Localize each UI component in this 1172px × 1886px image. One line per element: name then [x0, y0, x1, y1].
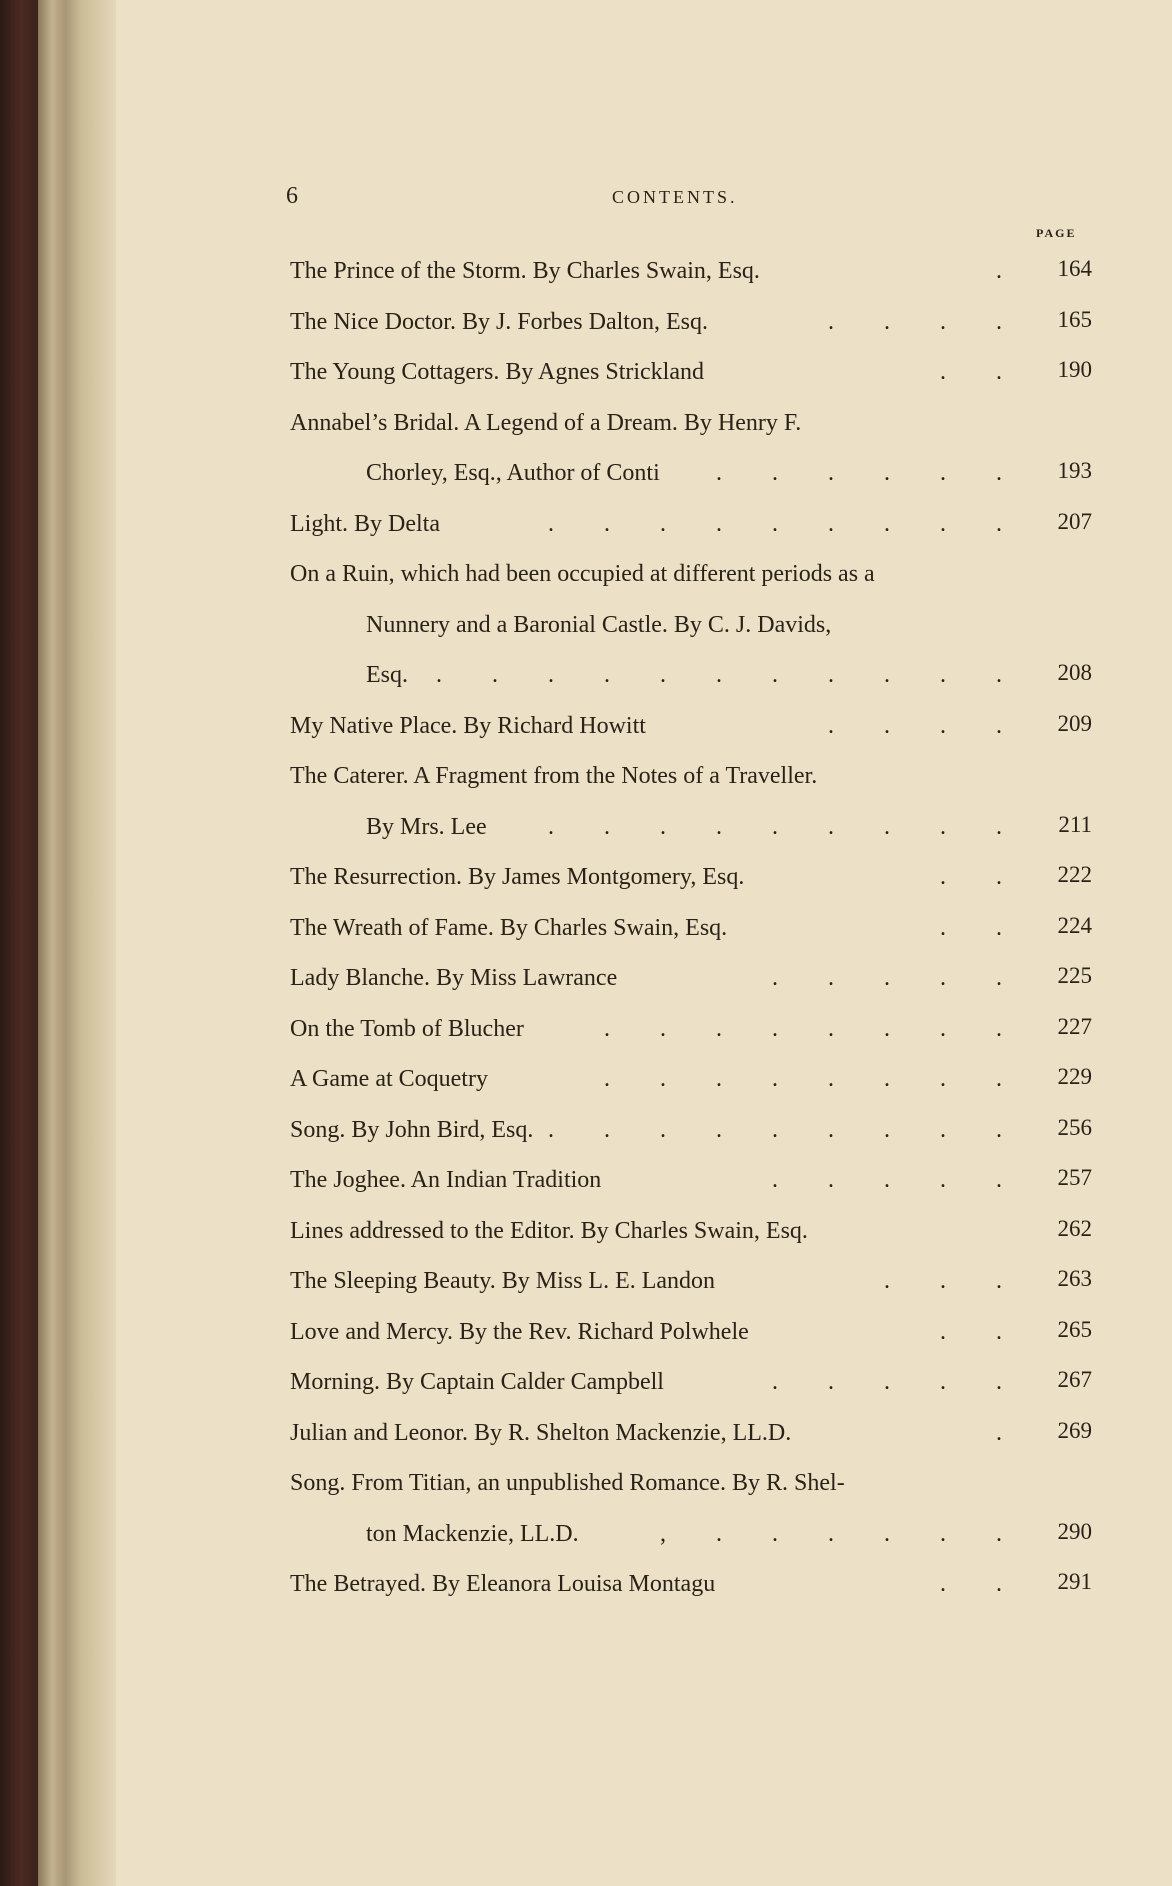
table-of-contents — [290, 250, 1092, 1614]
toc-line — [290, 503, 1092, 554]
toc-leader-dots: . . — [940, 1571, 1024, 1597]
toc-entry-text: Chorley, Esq., Author of Conti — [366, 460, 660, 486]
page-gutter — [38, 0, 116, 1886]
toc-leader-dots: . . — [940, 359, 1024, 385]
toc-line — [290, 1563, 1092, 1614]
toc-leader-dots: . . . . . . . . — [604, 1066, 1024, 1092]
toc-line — [290, 1058, 1092, 1109]
toc-line — [290, 806, 1092, 857]
toc-page-number: 269 — [1057, 1417, 1092, 1443]
toc-entry-text: My Native Place. By Richard Howitt — [290, 712, 646, 739]
toc-entry-text: The Caterer. A Fragment from the Notes of a Traveller. — [290, 763, 818, 789]
toc-entry-text: Song. By John Bird, Esq. — [290, 1116, 534, 1143]
toc-line — [290, 1311, 1092, 1362]
toc-line — [290, 250, 1092, 301]
toc-entry-text: On the Tomb of Blucher — [290, 1015, 524, 1042]
toc-leader-dots: . . . . . — [772, 1369, 1024, 1395]
toc-page-number: 164 — [1057, 256, 1092, 281]
toc-entry-text: Lady Blanche. By Miss Lawrance — [290, 965, 618, 991]
toc-line — [290, 1513, 1092, 1564]
toc-entry-text: A Game at Coquetry — [290, 1066, 488, 1092]
toc-page-number: 263 — [1057, 1266, 1092, 1291]
toc-page-number: 209 — [1057, 710, 1092, 736]
toc-page-number: 256 — [1057, 1114, 1092, 1140]
toc-leader-dots: . . . . . . . . — [604, 1015, 1024, 1042]
toc-leader-dots: . . . . — [828, 308, 1024, 335]
toc-line — [290, 856, 1092, 907]
toc-entry-text: By Mrs. Lee — [366, 813, 487, 840]
toc-line — [290, 1159, 1092, 1210]
toc-page-number: 291 — [1057, 1569, 1092, 1594]
toc-entry-text: Annabel’s Bridal. A Legend of a Dream. By Henry F. — [290, 409, 802, 436]
toc-page-number: 211 — [1058, 811, 1092, 837]
toc-page-number: 222 — [1057, 862, 1092, 887]
toc-line — [290, 705, 1092, 756]
toc-leader-dots: . — [996, 258, 1024, 284]
toc-leader-dots: , . . . . . . — [660, 1520, 1024, 1547]
toc-entry-text: Nunnery and a Baronial Castle. By C. J. Davids, — [366, 611, 832, 638]
toc-line — [290, 1462, 1092, 1513]
toc-entry-text: The Nice Doctor. By J. Forbes Dalton, Esq. — [290, 308, 708, 335]
toc-page-number: 290 — [1057, 1518, 1092, 1544]
toc-entry-text: Morning. By Captain Calder Campbell — [290, 1369, 664, 1395]
toc-entry-text: The Betrayed. By Eleanora Louisa Montagu — [290, 1571, 716, 1597]
toc-entry-text: Lines addressed to the Editor. By Charles Swain, Esq. — [290, 1217, 808, 1244]
toc-page-number: 229 — [1057, 1064, 1092, 1089]
toc-line — [290, 957, 1092, 1008]
toc-page-number: 265 — [1057, 1316, 1092, 1342]
toc-entry-text: Light. By Delta — [290, 510, 440, 537]
toc-leader-dots: . — [996, 1419, 1024, 1446]
toc-leader-dots: . . . . — [828, 712, 1024, 739]
toc-leader-dots: . . . . . . . . . — [548, 1116, 1024, 1143]
toc-line — [290, 1412, 1092, 1463]
toc-leader-dots: . . . . . — [772, 965, 1024, 991]
toc-page-number: 227 — [1057, 1013, 1092, 1039]
toc-line — [290, 553, 1092, 604]
toc-entry-text: The Joghee. An Indian Tradition — [290, 1167, 602, 1193]
toc-leader-dots: . . — [940, 864, 1024, 890]
toc-entry-text: The Sleeping Beauty. By Miss L. E. Landon — [290, 1268, 716, 1294]
toc-entry-text: The Prince of the Storm. By Charles Swain, Esq. — [290, 258, 760, 284]
toc-page-number: 224 — [1057, 912, 1092, 938]
toc-line — [290, 1008, 1092, 1059]
toc-page-number: 257 — [1057, 1165, 1092, 1190]
page-header — [286, 183, 1086, 213]
toc-entry-text: ton Mackenzie, LL.D. — [366, 1520, 579, 1547]
toc-line — [290, 301, 1092, 352]
toc-line — [290, 402, 1092, 453]
toc-entry-text: Esq. — [366, 662, 408, 688]
toc-leader-dots: . . . . . . . . . — [548, 510, 1024, 537]
toc-page-number: 262 — [1057, 1215, 1092, 1241]
toc-entry-text: Love and Mercy. By the Rev. Richard Polwhele — [290, 1318, 749, 1345]
running-title: CONTENTS. — [612, 187, 738, 207]
toc-leader-dots: . . . — [884, 1268, 1024, 1294]
book-spine — [0, 0, 38, 1886]
toc-leader-dots: . . . . . . — [716, 460, 1024, 486]
toc-line — [290, 1210, 1092, 1261]
toc-line — [290, 604, 1092, 655]
toc-line — [290, 1361, 1092, 1412]
toc-line — [290, 907, 1092, 958]
toc-leader-dots: . . — [940, 914, 1024, 941]
toc-line — [290, 1109, 1092, 1160]
page-column-label: PAGE — [1036, 226, 1077, 240]
toc-page-number: 190 — [1057, 357, 1092, 382]
toc-entry-text: On a Ruin, which had been occupied at different periods as a — [290, 561, 875, 587]
toc-page-number: 225 — [1057, 963, 1092, 988]
toc-page-number: 193 — [1057, 458, 1092, 483]
toc-line — [290, 755, 1092, 806]
toc-entry-text: Julian and Leonor. By R. Shelton Mackenzie, LL.D. — [290, 1419, 792, 1446]
toc-leader-dots: . . . . . . . . . — [548, 813, 1024, 840]
toc-line — [290, 452, 1092, 503]
toc-line — [290, 654, 1092, 705]
toc-page-number: 267 — [1057, 1367, 1092, 1392]
toc-line — [290, 1260, 1092, 1311]
toc-entry-text: The Wreath of Fame. By Charles Swain, Esq. — [290, 914, 728, 941]
toc-page-number: 165 — [1057, 306, 1092, 332]
page-number: 6 — [286, 183, 298, 209]
toc-entry-text: The Young Cottagers. By Agnes Strickland — [290, 359, 704, 385]
toc-page-number: 207 — [1057, 508, 1092, 534]
toc-entry-text: The Resurrection. By James Montgomery, Esq. — [290, 864, 745, 890]
toc-leader-dots: . . — [940, 1318, 1024, 1345]
toc-line — [290, 351, 1092, 402]
toc-leader-dots: . . . . . . . . . . . — [436, 662, 1024, 688]
toc-entry-text: Song. From Titian, an unpublished Romance. By R. Shel- — [290, 1470, 845, 1496]
toc-page-number: 208 — [1057, 660, 1092, 685]
toc-leader-dots: . . . . . — [772, 1167, 1024, 1193]
